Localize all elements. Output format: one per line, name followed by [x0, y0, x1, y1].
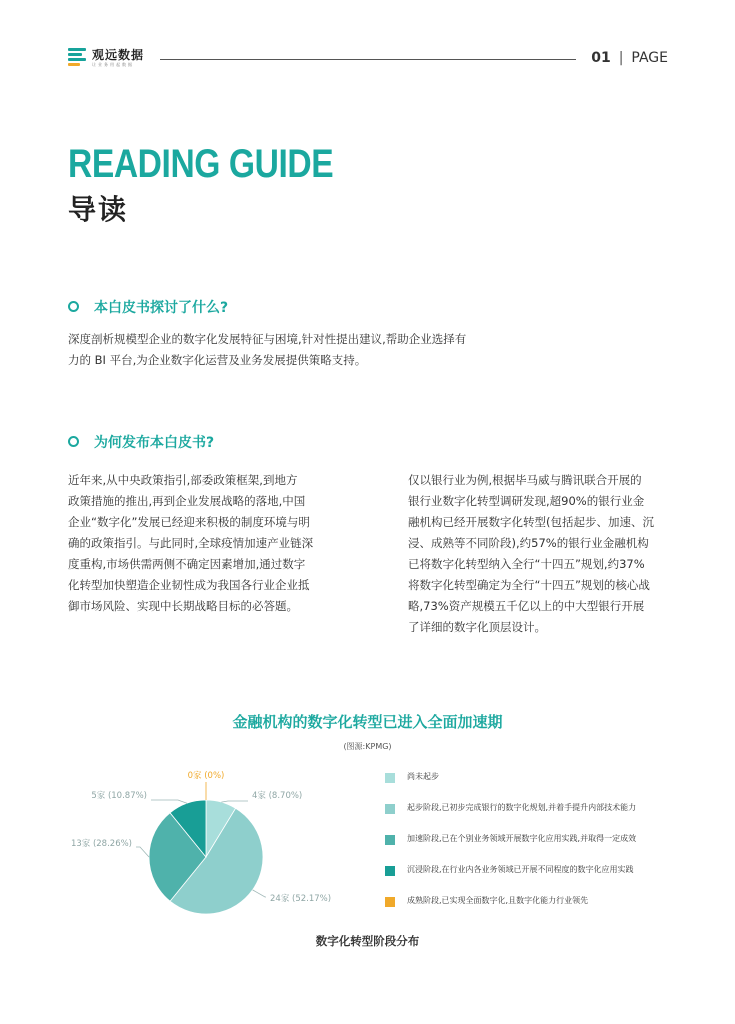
legend-swatch: [385, 773, 395, 783]
chart-source: (图源:KPMG): [343, 742, 392, 751]
page-word: PAGE: [631, 50, 668, 66]
legend-swatch: [385, 866, 395, 876]
slice-data-label: 0家 (0%): [187, 771, 225, 781]
leader-line: [221, 801, 248, 802]
paragraph-line: 近年来,从中央政策指引,部委政策框架,到地方: [68, 473, 298, 487]
paragraph-line: 浸、成熟等不同阶段),约57%的银行业金融机构: [408, 536, 649, 550]
chart-title: 金融机构的数字化转型已进入全面加速期: [232, 713, 503, 731]
paragraph-line: 企业“数字化”发展已经迎来积极的制度环境与明: [68, 515, 310, 529]
paragraph-line: 政策措施的推出,再到企业发展战略的落地,中国: [68, 494, 306, 508]
paragraph-line: 力的 BI 平台,为企业数字化运营及业务发展提供策略支持。: [68, 353, 367, 367]
paragraph-line: 化转型加快塑造企业韧性成为我国各行业企业抵: [68, 578, 310, 592]
paragraph-line: 仅以银行业为例,根据毕马威与腾讯联合开展的: [408, 473, 642, 487]
section-heading-text: 本白皮书探讨了什么?: [94, 300, 229, 316]
logo-text: 观远数据: [92, 48, 145, 62]
page-number: 01: [591, 50, 611, 66]
paragraph-line: 已将数字化转型纳入全行“十四五”规划,约37%: [408, 557, 645, 571]
legend-label: 加速阶段,已在个别业务领域开展数字化应用实践,并取得一定成效: [407, 834, 637, 843]
section-heading-text: 为何发布本白皮书?: [94, 435, 215, 451]
legend-label: 起步阶段,已初步完成银行的数字化规划,并着手提升内部技术能力: [407, 803, 637, 812]
slice-data-label: 5家 (10.87%): [91, 791, 147, 801]
paragraph-line: 确的政策指引。与此同时,全球疫情加速产业链深: [68, 536, 314, 550]
paragraph-line: 了详细的数字化顶层设计。: [408, 620, 546, 634]
title-chinese: 导读: [68, 193, 129, 226]
title-english: READING GUIDE: [68, 142, 334, 186]
slice-data-label: 13家 (28.26%): [70, 839, 132, 849]
paragraph-line: 银行业数字化转型调研发现,超90%的银行业金: [408, 494, 645, 508]
paragraph-line: 深度剖析规模型企业的数字化发展特征与困境,针对性提出建议,帮助企业选择有: [68, 332, 467, 346]
legend-label: 成熟阶段,已实现全面数字化,且数字化能力行业领先: [407, 896, 589, 905]
legend-swatch: [385, 835, 395, 845]
slice-data-label: 4家 (8.70%): [252, 791, 303, 801]
leader-line: [151, 800, 187, 803]
logo-tagline: 让业务用起数据: [92, 62, 134, 67]
legend-swatch: [385, 804, 395, 814]
legend-swatch: [385, 897, 395, 907]
paragraph-line: 略,73%资产规模五千亿以上的中大型银行开展: [408, 599, 645, 613]
paragraph-line: 御市场风险、实现中长期战略目标的必答题。: [68, 599, 298, 613]
paragraph-line: 融机构已经开展数字化转型(包括起步、加速、沉: [408, 515, 654, 529]
paragraph-line: 将数字化转型确定为全行“十四五”规划的核心战: [408, 578, 650, 592]
page-separator: |: [618, 50, 624, 66]
leader-line: [253, 890, 266, 897]
chart-caption: 数字化转型阶段分布: [315, 934, 420, 948]
legend-label: 沉浸阶段,在行业内各业务领域已开展不同程度的数字化应用实践: [407, 865, 634, 874]
legend-label: 尚未起步: [407, 772, 439, 781]
slice-data-label: 24家 (52.17%): [270, 894, 332, 904]
paragraph-line: 度重构,市场供需两侧不确定因素增加,通过数字: [68, 557, 306, 571]
leader-line: [136, 847, 149, 857]
